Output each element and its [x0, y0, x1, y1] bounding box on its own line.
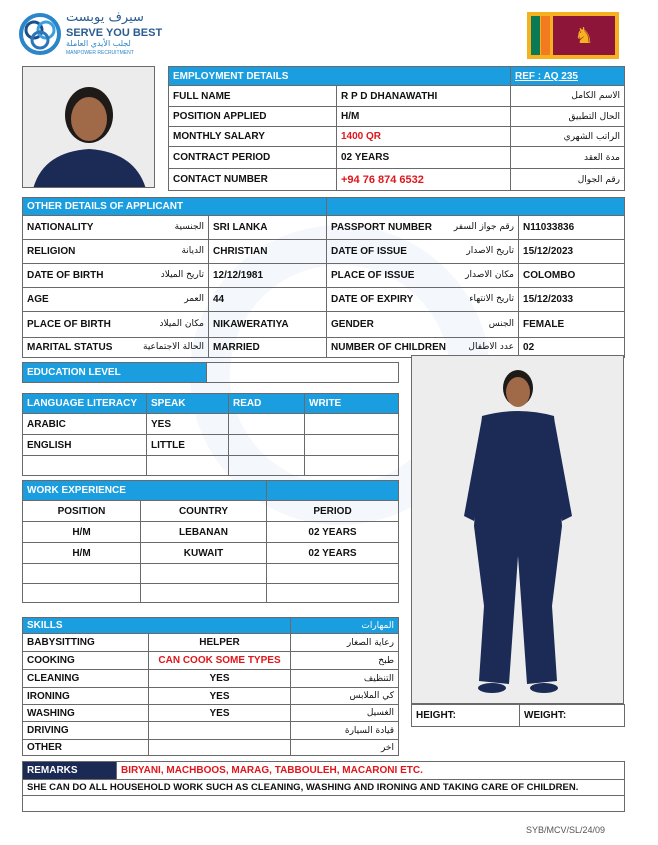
- table-row: BABYSITTING HELPER رعاية الصغار: [23, 634, 399, 652]
- work-experience-title: WORK EXPERIENCE: [23, 481, 267, 501]
- contact-number-arabic: رقم الجوال: [511, 169, 625, 191]
- detail-label: NUMBER OF CHILDREN عدد الاطفال: [327, 338, 519, 358]
- monthly-salary-value: 1400 QR: [337, 127, 511, 147]
- other-details-title: OTHER DETAILS OF APPLICANT: [23, 198, 327, 216]
- logo-arabic: سيرف يوبست: [66, 10, 144, 25]
- language-header: LANGUAGE LITERACY: [23, 394, 147, 414]
- detail-label: NATIONALITY الجنسية: [23, 216, 209, 240]
- contact-number-value: +94 76 874 6532: [337, 169, 511, 191]
- detail-label: PASSPORT NUMBER رقم جواز السفر: [327, 216, 519, 240]
- read-header: READ: [229, 394, 305, 414]
- detail-label: DATE OF EXPIRY تاريخ الانتهاء: [327, 288, 519, 312]
- work-experience-table: [22, 480, 399, 603]
- passport-number-value: N11033836: [519, 216, 625, 240]
- age-value: 44: [209, 288, 327, 312]
- date-of-issue-value: 15/12/2023: [519, 240, 625, 264]
- full-name-value: R P D DHANAWATHI: [337, 86, 511, 107]
- detail-label: PLACE OF ISSUE مكان الاصدار: [327, 264, 519, 288]
- reference-number: REF : AQ 235: [511, 67, 625, 86]
- table-row: COOKING CAN COOK SOME TYPES طبخ: [23, 652, 399, 670]
- contact-number-label: CONTACT NUMBER: [169, 169, 337, 191]
- detail-label: AGE العمر: [23, 288, 209, 312]
- speak-header: SPEAK: [147, 394, 229, 414]
- detail-label: GENDER الجنس: [327, 312, 519, 338]
- table-row: H/M KUWAIT 02 YEARS: [23, 543, 399, 564]
- detail-label: PLACE OF BIRTH مكان الميلاد: [23, 312, 209, 338]
- period-header: PERIOD: [267, 501, 399, 522]
- table-row: WASHING YES الغسيل: [23, 705, 399, 722]
- employment-details-table: [168, 66, 625, 191]
- passport-photo: [22, 66, 155, 188]
- full-name-label: FULL NAME: [169, 86, 337, 107]
- height-label: HEIGHT:: [412, 705, 520, 727]
- table-row: CLEANING YES التنظيف: [23, 670, 399, 688]
- logo-english: SERVE YOU BEST: [66, 27, 163, 39]
- logo-sub-arabic: لجلب الأيدي العاملة: [66, 39, 131, 48]
- other-details-table: [22, 197, 625, 358]
- remarks-table: [22, 761, 625, 812]
- remarks-title: REMARKS: [23, 762, 117, 780]
- weight-label: WEIGHT:: [520, 705, 625, 727]
- employment-details-title: EMPLOYMENT DETAILS: [169, 67, 511, 86]
- measurements-table: [411, 704, 625, 727]
- table-row: [23, 584, 399, 603]
- language-literacy-table: [22, 393, 399, 476]
- gender-value: FEMALE: [519, 312, 625, 338]
- detail-label: DATE OF BIRTH تاريخ الميلاد: [23, 264, 209, 288]
- table-row: OTHER اخر: [23, 740, 399, 756]
- position-applied-arabic: الحال التطبيق: [511, 107, 625, 127]
- logo-sub-english: MANPOWER RECRUITMENT: [66, 50, 134, 56]
- detail-label: DATE OF ISSUE تاريخ الاصدار: [327, 240, 519, 264]
- table-row: DRIVING قيادة السيارة: [23, 722, 399, 740]
- remarks-line-1: BIRYANI, MACHBOOS, MARAG, TABBOULEH, MACARONI ETC.: [117, 762, 625, 780]
- education-level-value: [207, 363, 399, 383]
- date-of-birth-value: 12/12/1981: [209, 264, 327, 288]
- place-of-issue-value: COLOMBO: [519, 264, 625, 288]
- company-logo: [18, 12, 178, 58]
- lion-icon: ♞: [553, 16, 615, 55]
- position-applied-label: POSITION APPLIED: [169, 107, 337, 127]
- remarks-line-3: [23, 796, 625, 812]
- full-body-photo: [411, 355, 624, 704]
- skills-title-arabic: المهارات: [291, 618, 399, 634]
- religion-value: CHRISTIAN: [209, 240, 327, 264]
- skills-title: SKILLS: [23, 618, 291, 634]
- contract-period-arabic: مدة العقد: [511, 147, 625, 169]
- logo-emblem-icon: [18, 12, 62, 56]
- table-row: ENGLISH LITTLE: [23, 435, 399, 456]
- date-of-expiry-value: 15/12/2033: [519, 288, 625, 312]
- country-header: COUNTRY: [141, 501, 267, 522]
- education-level-table: [22, 362, 399, 383]
- remarks-line-2: SHE CAN DO ALL HOUSEHOLD WORK SUCH AS CLEANING, WASHING AND IRONING AND TAKING CARE OF CHILDREN.: [23, 780, 625, 796]
- sri-lanka-flag: [527, 12, 619, 59]
- place-of-birth-value: NIKAWERATIYA: [209, 312, 327, 338]
- document-code: SYB/MCV/SL/24/09: [526, 825, 606, 835]
- table-row: [23, 456, 399, 476]
- write-header: WRITE: [305, 394, 399, 414]
- table-row: IRONING YES كي الملابس: [23, 688, 399, 705]
- full-name-arabic: الاسم الكامل: [511, 86, 625, 107]
- number-of-children-value: 02: [519, 338, 625, 358]
- monthly-salary-label: MONTHLY SALARY: [169, 127, 337, 147]
- monthly-salary-arabic: الراتب الشهري: [511, 127, 625, 147]
- table-row: ARABIC YES: [23, 414, 399, 435]
- position-applied-value: H/M: [337, 107, 511, 127]
- nationality-value: SRI LANKA: [209, 216, 327, 240]
- contract-period-value: 02 YEARS: [337, 147, 511, 169]
- contract-period-label: CONTRACT PERIOD: [169, 147, 337, 169]
- position-header: POSITION: [23, 501, 141, 522]
- education-level-title: EDUCATION LEVEL: [23, 363, 207, 383]
- table-row: H/M LEBANAN 02 YEARS: [23, 522, 399, 543]
- skills-table: [22, 617, 399, 756]
- table-row: [23, 564, 399, 584]
- detail-label: RELIGION الديانة: [23, 240, 209, 264]
- marital-status-value: MARRIED: [209, 338, 327, 358]
- detail-label: MARITAL STATUS الحالة الاجتماعية: [23, 338, 209, 358]
